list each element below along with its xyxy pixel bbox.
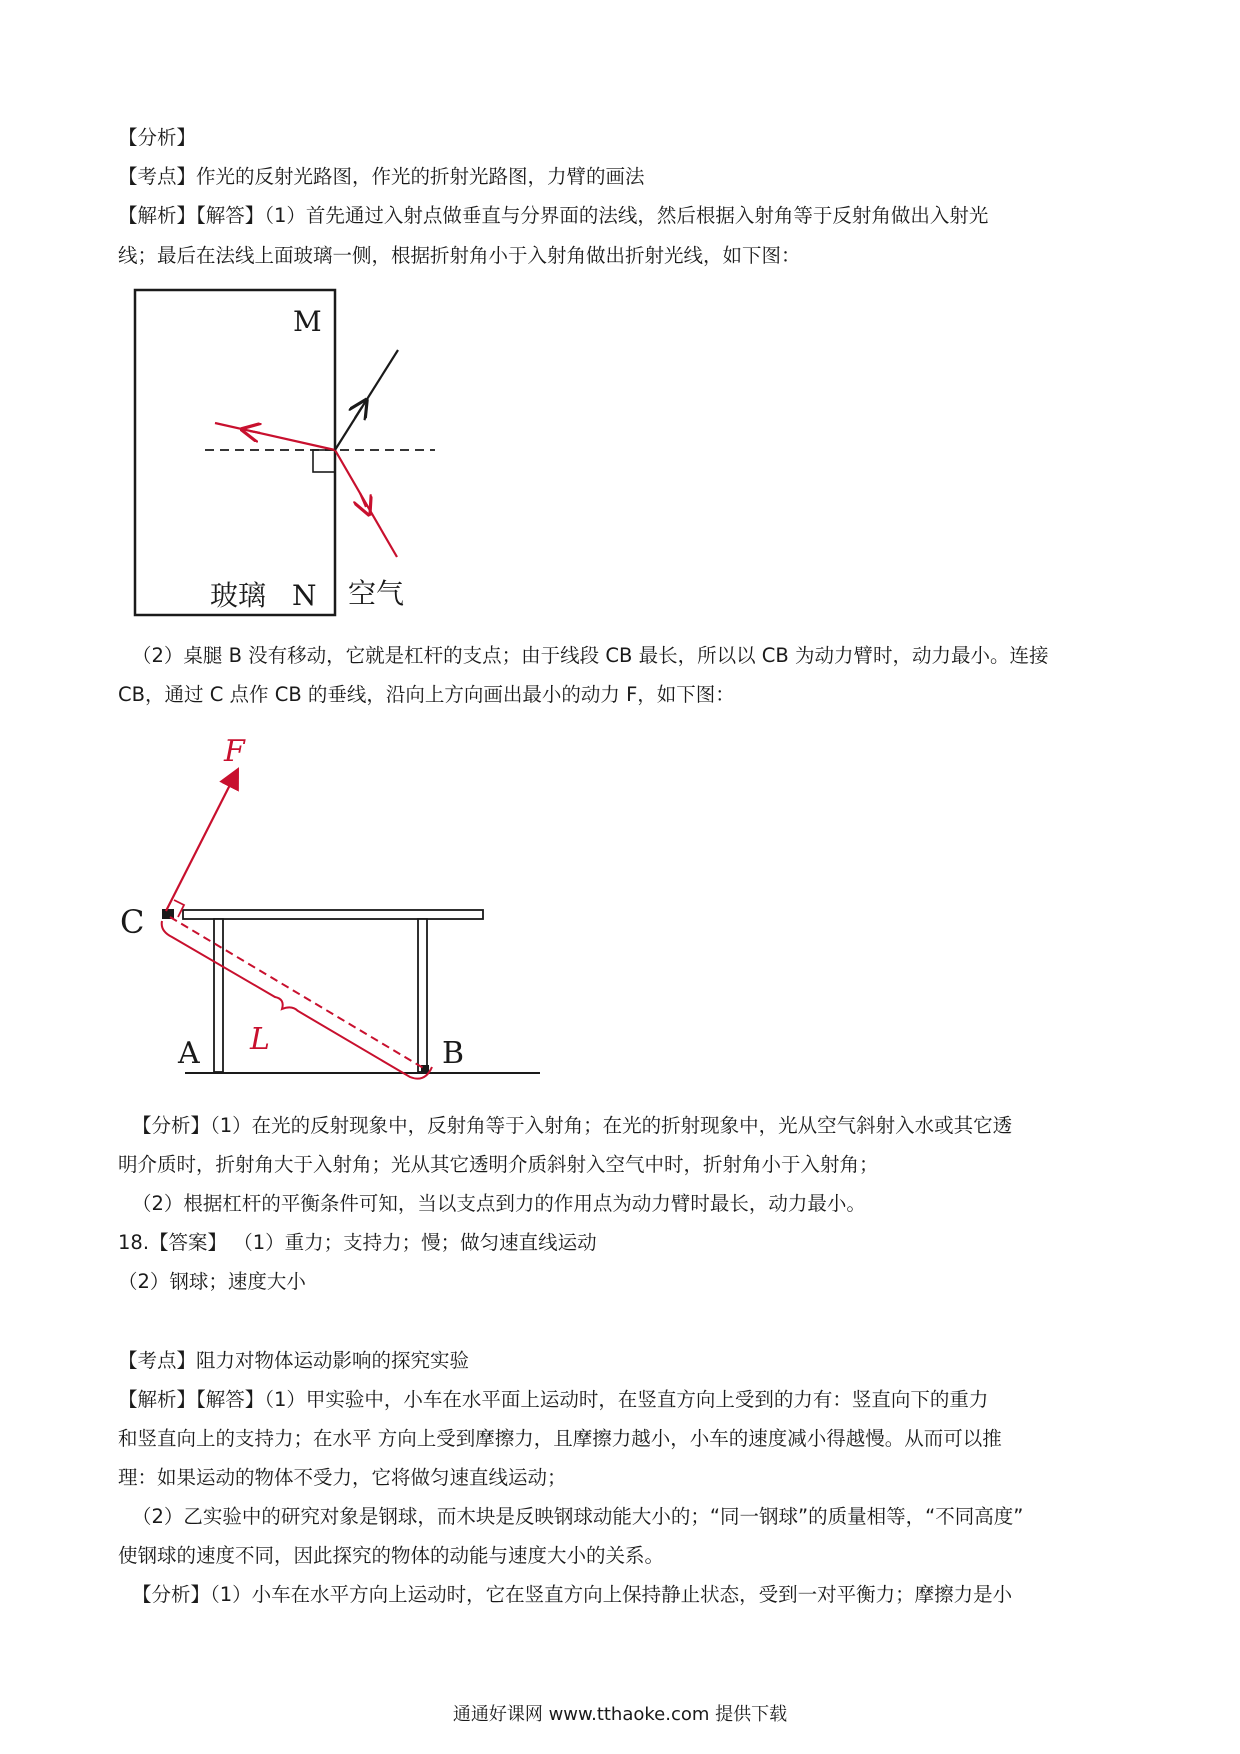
label-air: 空气 <box>348 577 405 610</box>
label-l: L <box>250 1022 270 1057</box>
text-line-4: 线；最后在法线上面玻璃一侧，根据折射角小于入射角做出折射光线，如下图： <box>118 244 801 267</box>
page-footer: 通通好课网 www.tthaoke.com 提供下载 <box>452 1704 788 1725</box>
label-b: B <box>442 1036 465 1071</box>
label-a: A <box>178 1036 200 1071</box>
table-top <box>183 910 483 919</box>
refraction-diagram <box>130 285 450 625</box>
text-line-7: 【分析】（1）在光的反射现象中，反射角等于入射角；在光的折射现象中，光从空气斜射入水或其它透 <box>132 1114 1013 1137</box>
label-n: N <box>292 579 317 612</box>
text-line-17: 使钢球的速度不同，因此探究的物体的动能与速度大小的关系。 <box>118 1544 665 1567</box>
text-line-2: 【考点】作光的反射光路图，作光的折射光路图，力臂的画法 <box>118 165 645 188</box>
label-c: C <box>120 903 145 941</box>
text-line-3: 【解析】【解答】（1）首先通过入射点做垂直与分界面的法线，然后根据入射角等于反射角做出入射光 <box>118 204 989 227</box>
text-line-18: 【分析】（1）小车在水平方向上运动时，它在竖直方向上保持静止状态，受到一对平衡力；摩擦力是小 <box>132 1583 1013 1606</box>
text-line-1: 【分析】 <box>118 126 197 149</box>
label-f: F <box>224 734 245 769</box>
text-line-5: （2）桌腿 B 没有移动，它就是杠杆的支点；由于线段 CB 最长，所以以 CB 为动力臂时，动力最小。连接 <box>132 644 1049 667</box>
table-leg-b <box>418 919 427 1072</box>
text-line-11: （2）钢球；速度大小 <box>118 1270 306 1293</box>
right-angle-mark <box>313 450 335 472</box>
lever-diagram <box>120 715 560 1095</box>
table-leg-a <box>214 919 223 1072</box>
text-line-12: 【考点】阻力对物体运动影响的探究实验 <box>118 1349 470 1372</box>
force-arrow <box>166 771 237 911</box>
text-line-14: 和竖直向上的支持力；在水平 方向上受到摩擦力，且摩擦力越小，小车的速度减小得越慢。从而可以推 <box>118 1427 1002 1450</box>
text-line-15: 理：如果运动的物体不受力，它将做匀速直线运动； <box>118 1466 567 1489</box>
lever-arm-line <box>170 917 425 1069</box>
text-line-10: 18.【答案】 （1）重力；支持力；慢；做匀速直线运动 <box>118 1231 597 1254</box>
text-line-13: 【解析】【解答】（1）甲实验中，小车在水平面上运动时，在竖直方向上受到的力有：竖直向下的重力 <box>118 1388 989 1411</box>
text-line-8: 明介质时，折射角大于入射角；光从其它透明介质斜射入空气中时，折射角小于入射角； <box>118 1153 879 1176</box>
lever-arm-brace <box>162 921 432 1079</box>
reflected-ray <box>335 350 398 450</box>
text-line-16: （2）乙实验中的研究对象是钢球，而木块是反映钢球动能大小的；“同一钢球”的质量相等，“不同高度” <box>132 1505 1024 1528</box>
incident-ray <box>335 450 397 557</box>
glass-block <box>135 290 335 615</box>
label-m: M <box>293 305 322 338</box>
text-line-9: （2）根据杠杆的平衡条件可知，当以支点到力的作用点为动力臂时最长，动力最小。 <box>132 1192 866 1215</box>
label-glass: 玻璃 <box>210 579 267 612</box>
text-line-6: CB，通过 C 点作 CB 的垂线，沿向上方向画出最小的动力 F，如下图： <box>118 683 735 706</box>
refracted-ray <box>215 423 335 450</box>
